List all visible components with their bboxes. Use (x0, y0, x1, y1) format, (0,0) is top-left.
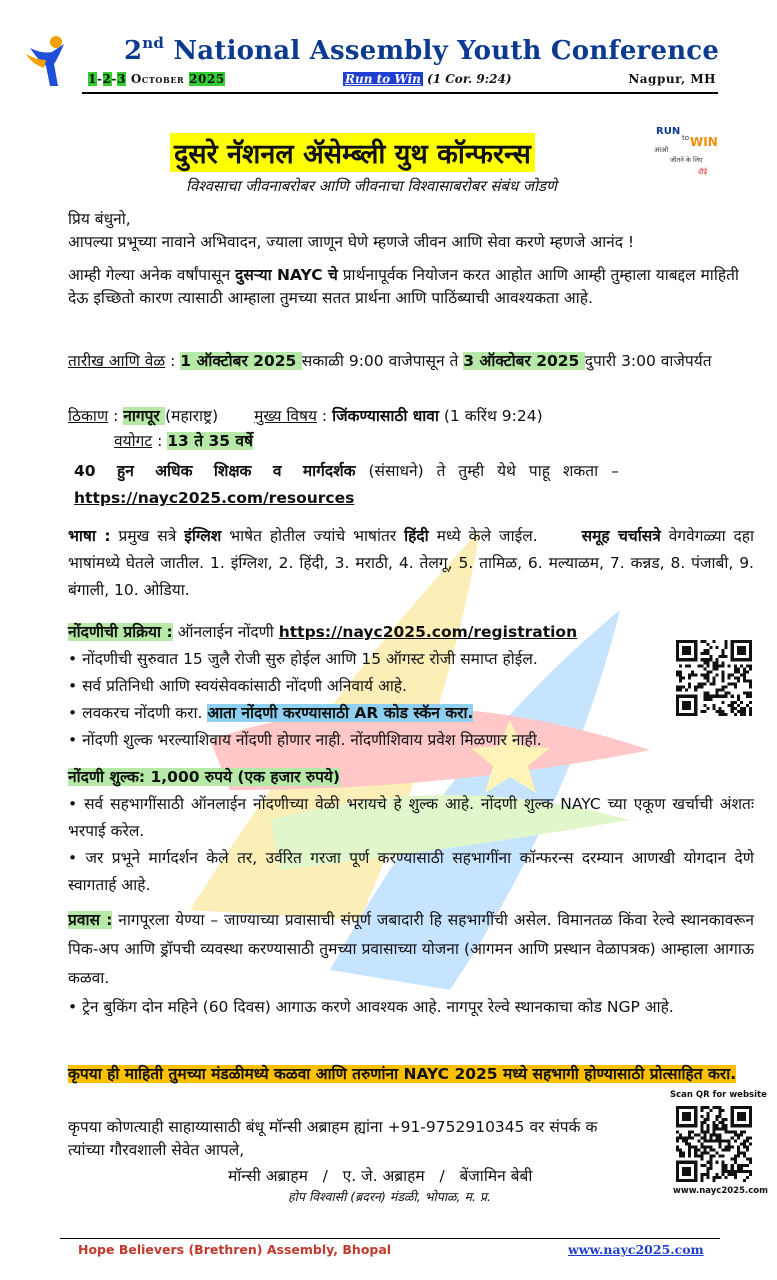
scan-qr-label: Scan QR for website (670, 1090, 767, 1100)
footer-website-link[interactable]: www.nayc2025.com (568, 1242, 704, 1257)
marathi-title-wrap (170, 133, 535, 172)
header-divider (82, 92, 718, 94)
resources-link[interactable]: https://nayc2025.com/resources (74, 489, 355, 507)
venue-theme-line: ठिकाण : नागपूर (महाराष्ट्र) मुख्य विषय : जिंकण्यासाठी धावा (1 करिंथ 9:24) (68, 407, 543, 425)
website-small[interactable]: www.nayc2025.com (673, 1186, 768, 1196)
svg-text:दौड़े: दौड़े (698, 168, 708, 176)
signatures: मॉन्सी अब्राहम / ए. जे. अब्राहम / बेंजामिन बेबी (228, 1167, 533, 1185)
date-time-line: तारीख आणि वेळ : 1 ऑक्टोबर 2025 सकाळी 9:00 वाजेपासून ते 3 ऑक्टोबर 2025 दुपारी 3:00 वाजेपर्यत (68, 352, 712, 370)
svg-text:to: to (682, 134, 690, 142)
language-paragraph: भाषा : प्रमुख सत्रे इंग्लिश भाषेत होतील ज्यांचे भाषांतर हिंदी मध्ये केले जाईल. समूह चर्चासत्रे वेगवेगळ्या दहा भाषांमध्ये घेतले जातील. 1. इंग्लिश, 2. हिंदी, 3. मराठी, 4. तेलगू, 5. तामिळ, 6. मल्याळम, 7. कन्नड, 8. पंजाबी, 9. बंगाली, 10. ओडिया. (68, 527, 755, 599)
registration-link[interactable]: https://nayc2025.com/registration (278, 623, 578, 641)
conference-dates: 1-2-3 October 2025 (88, 72, 225, 86)
svg-text:RUN: RUN (656, 126, 681, 137)
fee-section: नोंदणी शुल्क: 1,000 रुपये (एक हजार रुपये) • सर्व सहभागींसाठी ऑनलाईन नोंदणीच्या वेळी भरायचे हे शुल्क आहे. नोंदणी शुल्क NAYC च्या एकूण खर्चाची अंशतः भरपाई करेल. • जर प्रभूने मार्गदर्शन केले तर, उर्वरित गरजा पूर्ण करण्यासाठी सहभागींना कॉन्फरन्स दरम्यान आणखी योगदान देणे स्वागतार्ह आहे. (68, 768, 754, 894)
run-to-win-logo (652, 122, 722, 180)
resources-paragraph: 40 हुन अधिक शिक्षक व मार्गदर्शक (संसाधने) ते तुम्ही येथे पाहू शकता – https://nayc2025.com/resources (74, 462, 619, 507)
intro-paragraph: आम्ही गेल्या अनेक वर्षांपासून दुसऱ्या NAYC चे प्रार्थनापूर्वक नियोजन करत आहोत आणि आम्ही तुम्हाला याबद्दल माहिती देऊ इच्छितो कारण त्यासाठी आम्हाला तुमच्या सतत प्रार्थना आणि पाठिंब्याची आवश्यकता आहे. (68, 266, 739, 307)
marathi-title: दुसरे नॅशनल ॲसेम्ब्ली युथ कॉन्फरन्स (170, 133, 535, 172)
footer-divider (60, 1238, 720, 1239)
registration-section: नोंदणीची प्रक्रिया : ऑनलाईन नोंदणी https://nayc2025.com/registration • नोंदणीची सुरुवात 15 जुलै रोजी सुरु होईल आणि 15 ऑगस्ट रोजी समाप्त होईल. • सर्व प्रतिनिधी आणि स्वयंसेवकांसाठी नोंदणी अनिवार्य आहे. • लवकरच नोंदणी करा. आता नोंदणी करण्यासाठी AR कोड स्कॅन करा. • नोंदणी शुल्क भरल्याशिवाय नोंदणी होणार नाही. नोंदणीशिवाय प्रवेश मिळणार नाही. (68, 623, 578, 749)
church-name: होप विश्वासी (ब्रदरन) मंडळी, भोपाळ, म. प्र. (288, 1189, 492, 1204)
conference-title: 2nd National Assembly Youth Conference (124, 34, 720, 66)
greeting: प्रिय बंधुनो, आपल्या प्रभूच्या नावाने अभिवादन, ज्याला जाणून घेणे म्हणजे जीवन आणि सेवा करणे म्हणजे आनंद ! (68, 210, 635, 251)
svg-text:आओ: आओ (654, 146, 669, 154)
tagline: विश्वसाचा जीवनाबरोबर आणि जीवनाचा विश्वासाबरोबर संबंध जोडणे (186, 177, 557, 195)
run-to-win-tag: Run to Win (1 Cor. 9:24) (345, 72, 512, 86)
conference-place: Nagpur, MH (628, 72, 716, 86)
qr-code-icon[interactable] (676, 640, 752, 716)
header-subtitle-row (82, 71, 722, 91)
website-qr-code-icon[interactable] (676, 1105, 752, 1183)
closing-line: त्यांच्या गौरवशाली सेवेत आपले, (68, 1141, 245, 1159)
svg-text:जीतने के लिए: जीतने के लिए (670, 156, 703, 164)
svg-text:WIN: WIN (690, 135, 718, 149)
travel-section: प्रवास : नागपूरला येण्या – जाण्याच्या प्रवासाची संपूर्ण जबादारी हि सहभागींची असेल. विमानतळ किंवा रेल्वे स्थानकावरून पिक-अप आणि ड्रॉपची व्यवस्था करण्यासाठी तुमच्या प्रवासाच्या योजना (आगमन आणि प्रस्थान वेळापत्रक) आम्हाला आगाऊ कळवा. • ट्रेन बुकिंग दोन महिने (60 दिवस) आगाऊ करणे आवश्यक आहे. नागपूर रेल्वे स्थानकाचा कोड NGP आहे. (68, 911, 754, 1016)
contact-line: कृपया कोणत्याही साहाय्यासाठी बंधू मॉन्सी अब्राहम ह्यांना +91-9752910345 वर संपर्क क (68, 1118, 598, 1136)
person-figure-icon (24, 34, 72, 90)
age-line: वयोगट : 13 ते 35 वर्षे (114, 432, 253, 450)
footer-assembly: Hope Believers (Brethren) Assembly, Bhopal (78, 1242, 392, 1257)
appeal-banner: कृपया ही माहिती तुमच्या मंडळीमध्ये कळवा आणि तरुणांना NAYC 2025 मध्ये सहभागी होण्यासाठी प्रोत्साहित करा. (68, 1065, 737, 1083)
